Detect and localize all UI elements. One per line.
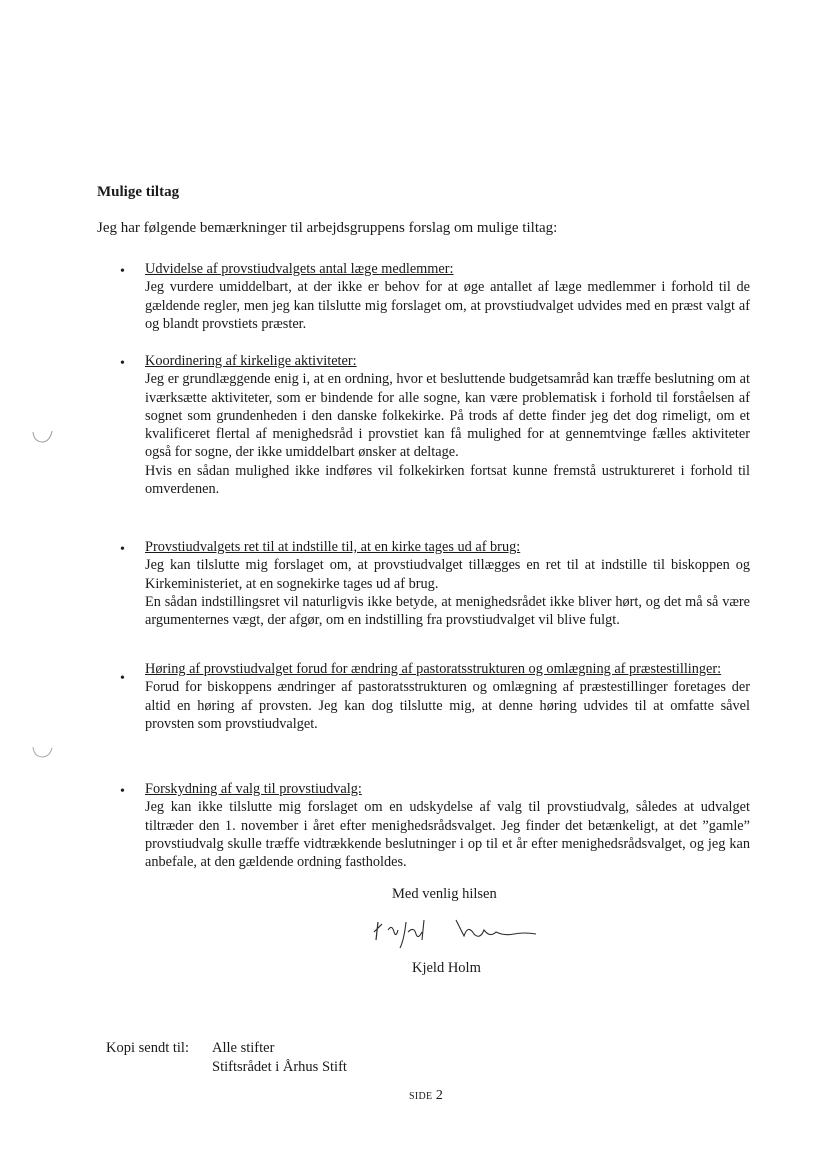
handwritten-signature-icon — [364, 910, 544, 952]
item-title: Koordinering af kirkelige aktiviteter: — [145, 353, 357, 369]
list-item — [120, 780, 750, 871]
bullet-icon: • — [120, 356, 125, 371]
bullet-icon: • — [120, 784, 125, 799]
item-paragraph: Jeg vurdere umiddelbart, at der ikke er behov for at øge antallet af læge medlemmer i forhold til de gældende regler, men jeg kan tilslutte mig forslaget om, at provstiudvalget udvides med en præst valgt af og blandt provstiets præster. — [145, 279, 750, 332]
copy-recipient: Stiftsrådet i Århus Stift — [212, 1059, 347, 1075]
bullet-icon: • — [120, 671, 125, 686]
list-item — [120, 660, 750, 733]
item-paragraph: Hvis en sådan mulighed ikke indføres vil folkekirken fortsat kunne fremstå ustruktureret i forhold til omverdenen. — [145, 462, 750, 498]
punch-hole-icon — [30, 426, 54, 446]
item-title: Høring af provstiudvalget forud for ændring af pastoratsstrukturen og omlægning af præstestillinger: — [145, 661, 722, 677]
intro-text: Jeg har følgende bemærkninger til arbejdsgruppens forslag om mulige tiltag: — [97, 220, 558, 236]
list-item — [120, 352, 750, 498]
copy-recipients — [212, 1039, 347, 1077]
list-item — [120, 538, 750, 629]
item-title: Forskydning af valg til provstiudvalg: — [145, 781, 362, 797]
list-item — [120, 260, 750, 333]
item-paragraph: En sådan indstillingsret vil naturligvis ikke betyde, at menighedsrådet ikke bliver hørt, og det må så være argumenternes vægt, der afgør, om en indstilling fra provstiudvalget vil blive fulgt. — [145, 593, 750, 629]
item-paragraph: Jeg kan tilslutte mig forslaget om, at provstiudvalget tillægges en ret til at indstille til biskoppen og Kirkeministeriet, at en sognekirke tages ud af brug. — [145, 557, 750, 592]
punch-hole-icon — [30, 742, 54, 762]
page-label: SIDE — [409, 1091, 433, 1102]
item-paragraph: Forud for biskoppens ændringer af pastoratsstrukturen og omlægning af præstestillinger foretages der altid en høring af provsten. Jeg kan dog tilslutte mig, at denne høring udvides til at omfatte såvel provsten som provstiudvalget. — [145, 679, 750, 732]
item-paragraph: Jeg er grundlæggende enig i, at en ordning, hvor et besluttende budgetsamråd kan træffe beslutning om at iværksætte aktiviteter, som er bindende for alle sogne, kan være problematisk i forhold til forståelsen af sognet som grundenheden i den danske folkekirke. På trods af dette finder jeg det dog rimeligt, om et kvalificeret flertal af menighedsråd i provstiet kan få mulighed for at gennemtvinge fælles aktiviteter også for sogne, der ikke umiddelbart ønsker at deltage. — [145, 371, 750, 461]
signer-name: Kjeld Holm — [412, 960, 481, 976]
item-paragraph: Jeg kan ikke tilslutte mig forslaget om en udskydelse af valg til provstiudvalg, således at udvalget tiltræder den 1. november i året efter menighedsrådsvalget. Jeg finder det betænkeligt, at det ”gamle” provstiudvalg skulle træffe vidtrækkende beslutninger i op til et år efter menighedsrådsvalget, og jeg kan anbefale, at den gældende ordning fastholdes. — [145, 799, 750, 871]
item-title: Udvidelse af provstiudvalgets antal læge medlemmer: — [145, 261, 454, 277]
section-heading: Mulige tiltag — [97, 184, 180, 200]
bullet-icon: • — [120, 264, 125, 279]
bullet-icon: • — [120, 542, 125, 557]
copy-label: Kopi sendt til: — [106, 1040, 189, 1056]
page-number — [409, 1088, 443, 1104]
item-title: Provstiudvalgets ret til at indstille til, at en kirke tages ud af brug: — [145, 539, 521, 555]
page-number-value: 2 — [435, 1088, 443, 1103]
closing-salutation: Med venlig hilsen — [392, 886, 497, 902]
copy-recipient: Alle stifter — [212, 1040, 275, 1056]
